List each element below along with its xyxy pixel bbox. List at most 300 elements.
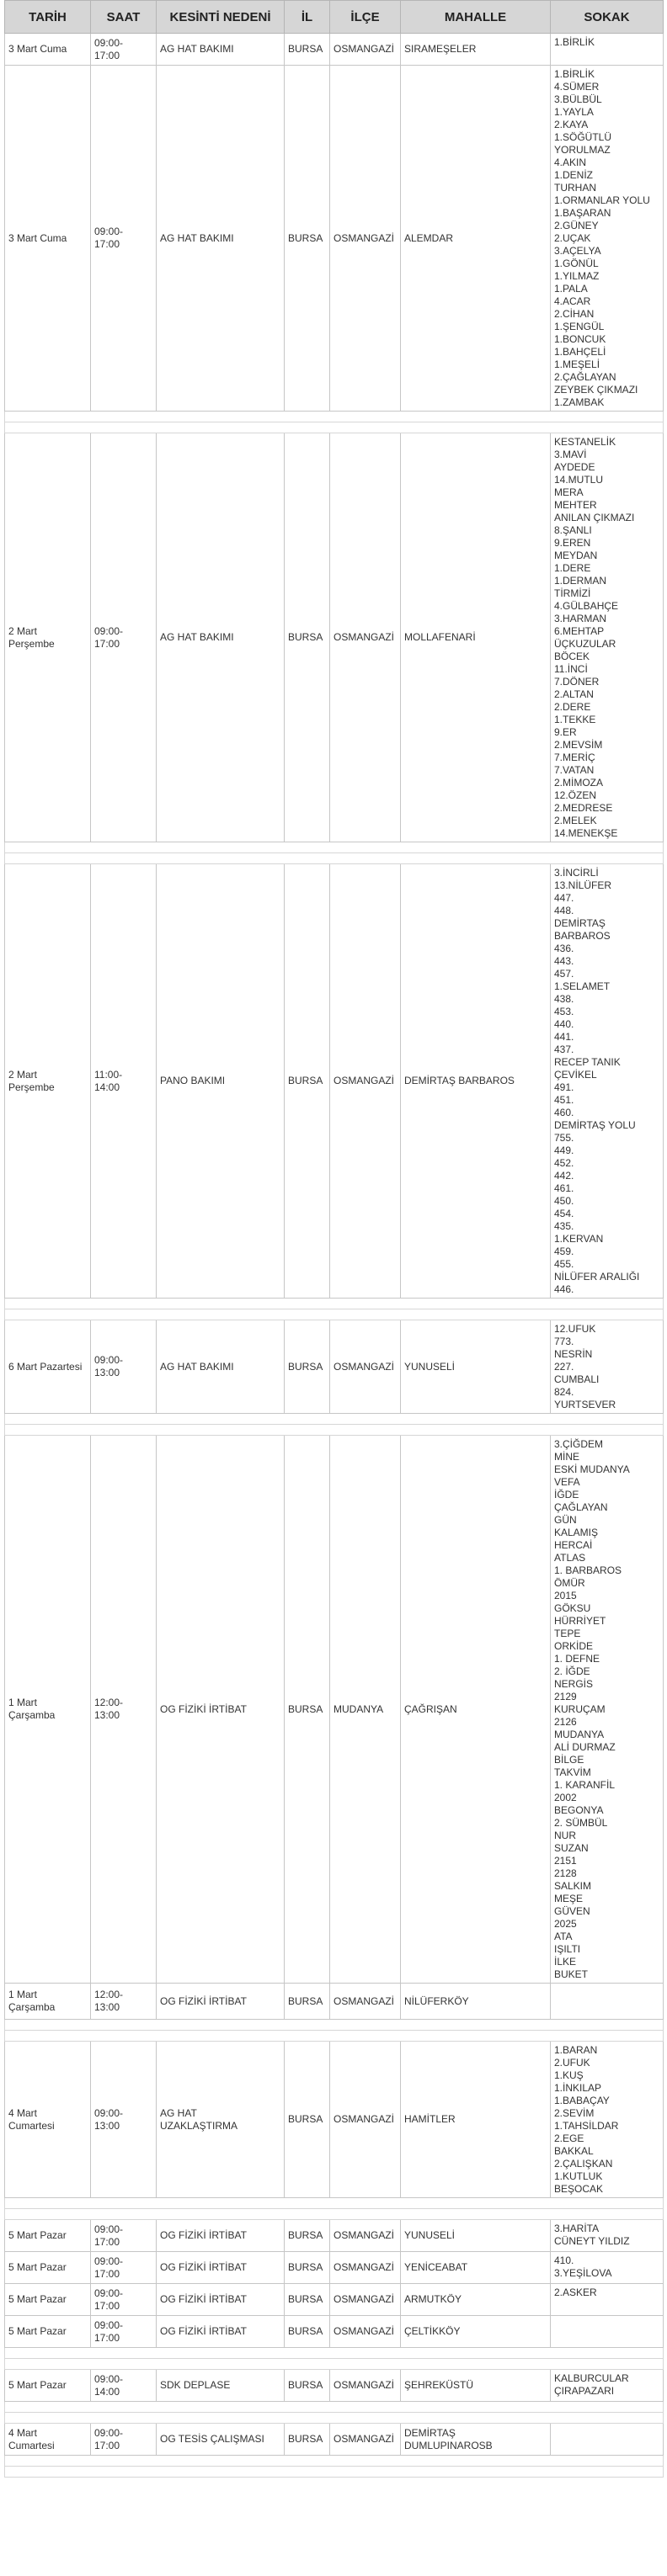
header-il: İL xyxy=(285,1,330,34)
sokak-item: 1.KUTLUK xyxy=(554,2170,603,2182)
sokak-item: 3.YEŞİLOVA xyxy=(554,2267,612,2279)
separator-cell xyxy=(5,1309,664,1320)
sokak-item: 435. xyxy=(554,1220,574,1232)
mahalle-cell xyxy=(401,2284,551,2316)
separator-row xyxy=(5,2348,664,2359)
separator-cell xyxy=(5,1414,664,1425)
sokak-item: TİRMİZİ xyxy=(554,587,591,599)
il-cell xyxy=(285,864,330,1299)
mahalle-cell-line: MOLLAFENARİ xyxy=(404,631,476,643)
ilce-cell-line: OSMANGAZİ xyxy=(334,43,395,55)
saat-cell-line: 17:00 xyxy=(94,2235,120,2248)
sokak-item: 1.DENİZ xyxy=(554,169,594,181)
kesinti-nedeni-cell xyxy=(157,34,285,66)
ilce-cell xyxy=(330,34,401,66)
separator-row xyxy=(5,2467,664,2478)
ilce-cell xyxy=(330,864,401,1299)
sokak-item: KESTANELİK xyxy=(554,436,616,448)
kesinti-nedeni-cell xyxy=(157,66,285,412)
mahalle-cell-line: HAMİTLER xyxy=(404,2113,456,2125)
sokak-item: 461. xyxy=(554,1182,574,1194)
table-row xyxy=(5,2424,664,2456)
mahalle-cell-line: ALEMDAR xyxy=(404,231,454,244)
mahalle-cell-line: ÇELTİKKÖY xyxy=(404,2325,461,2337)
separator-cell xyxy=(5,412,664,422)
il-cell-line: BURSA xyxy=(288,2113,323,2125)
sokak-item: 4.ACAR xyxy=(554,295,591,307)
saat-cell-line: 17:00 xyxy=(94,2299,120,2312)
sokak-cell xyxy=(551,66,664,412)
sokak-item: 1.GÖNÜL xyxy=(554,258,599,269)
il-cell-line: BURSA xyxy=(288,631,323,643)
sokak-item: 12.ÖZEN xyxy=(554,789,597,801)
ilce-cell-line: OSMANGAZİ xyxy=(334,631,395,643)
saat-cell-line: 09:00- xyxy=(94,226,124,237)
sokak-item: 2.KAYA xyxy=(554,119,589,130)
sokak-item: 451. xyxy=(554,1094,574,1106)
kesinti-nedeni-cell xyxy=(157,1320,285,1414)
tarih-cell-line: 4 Mart xyxy=(8,2106,38,2119)
il-cell-line: BURSA xyxy=(288,1075,323,1086)
sokak-item: 2002 xyxy=(554,1792,577,1803)
saat-cell-line: 09:00- xyxy=(94,2318,124,2331)
sokak-item: 7.DÖNER xyxy=(554,676,600,688)
sokak-item: 1.TAHSİLDAR xyxy=(554,2120,619,2132)
il-cell-line: BURSA xyxy=(288,43,323,55)
saat-cell-line: 09:00- xyxy=(94,2223,124,2235)
kesinti-nedeni-cell xyxy=(157,433,285,842)
sokak-item: BİLGE xyxy=(554,1754,584,1766)
sokak-item: 438. xyxy=(554,993,574,1005)
tarih-cell xyxy=(5,34,91,66)
sokak-item: 1.YILMAZ xyxy=(554,270,600,282)
sokak-item: 3.ÇİĞDEM xyxy=(554,1438,604,1450)
sokak-item: BÖCEK xyxy=(554,651,590,662)
saat-cell-line: 14:00 xyxy=(94,2385,120,2398)
kesinti-nedeni-cell xyxy=(157,1436,285,1984)
sokak-item: 1.YAYLA xyxy=(554,106,594,118)
il-cell xyxy=(285,1984,330,2020)
sokak-item: 7.VATAN xyxy=(554,764,595,776)
saat-cell-line: 13:00 xyxy=(94,1709,120,1721)
sokak-item: DEMİRTAŞ YOLU xyxy=(554,1119,636,1131)
ilce-cell-line: OSMANGAZİ xyxy=(334,2379,395,2391)
separator-row xyxy=(5,2031,664,2042)
table-row xyxy=(5,1320,664,1414)
sokak-item: 1.KERVAN xyxy=(554,1233,604,1245)
sokak-item: ATA xyxy=(554,1931,573,1942)
sokak-item: 2025 xyxy=(554,1918,577,1930)
sokak-item: 8.ŞANLI xyxy=(554,524,592,536)
sokak-item: 453. xyxy=(554,1006,574,1017)
sokak-item: 1.BAŞARAN xyxy=(554,207,611,219)
sokak-item: BEGONYA xyxy=(554,1804,604,1816)
tarih-cell-line: 5 Mart Pazar xyxy=(8,2379,67,2391)
sokak-item: NUR xyxy=(554,1830,576,1841)
sokak-item: ÇIRAPAZARI xyxy=(554,2385,615,2397)
sokak-cell xyxy=(551,2252,664,2284)
sokak-item: 455. xyxy=(554,1258,574,1270)
tarih-cell-line: 2 Mart xyxy=(8,624,38,637)
sokak-item: RECEP TANIK xyxy=(554,1056,621,1068)
il-cell xyxy=(285,66,330,412)
sokak-item: GÜVEN xyxy=(554,1905,590,1917)
saat-cell-line: 13:00 xyxy=(94,1367,120,1378)
sokak-item: 2.ASKER xyxy=(554,2287,597,2298)
tarih-cell xyxy=(5,2284,91,2316)
separator-cell xyxy=(5,1299,664,1309)
tarih-cell xyxy=(5,66,91,412)
sokak-item: 447. xyxy=(554,892,574,904)
sokak-cell xyxy=(551,2220,664,2252)
sokak-item: ÖMÜR xyxy=(554,1577,585,1589)
mahalle-cell-line: SIRAMEŞELER xyxy=(404,43,477,55)
tarih-cell-line: 6 Mart Pazartesi xyxy=(8,1360,83,1373)
separator-row xyxy=(5,2413,664,2424)
sokak-item: 1. KARANFİL xyxy=(554,1779,616,1791)
mahalle-cell xyxy=(401,433,551,842)
sokak-item: 460. xyxy=(554,1107,574,1118)
sokak-item: 1. BARBAROS xyxy=(554,1564,622,1576)
tarih-cell-line: Perşembe xyxy=(8,637,55,650)
sokak-item: HÜRRİYET xyxy=(554,1615,606,1627)
mahalle-cell xyxy=(401,1320,551,1414)
kesinti-nedeni-cell-line: AG HAT BAKIMI xyxy=(160,43,234,55)
sokak-item: 4.AKIN xyxy=(554,157,587,168)
sokak-item: 9.ER xyxy=(554,726,577,738)
sokak-item: 1.TEKKE xyxy=(554,714,596,725)
il-cell-line: BURSA xyxy=(288,231,323,244)
sokak-item: 2.MEDRESE xyxy=(554,802,613,814)
sokak-item: 1.BİRLİK xyxy=(554,68,595,80)
il-cell-line: BURSA xyxy=(288,2293,323,2305)
separator-cell xyxy=(5,2402,664,2413)
mahalle-cell-line: DEMİRTAŞ BARBAROS xyxy=(404,1075,515,1086)
tarih-cell-line: 5 Mart Pazar xyxy=(8,2229,67,2241)
separator-row xyxy=(5,853,664,864)
sokak-item: 491. xyxy=(554,1081,574,1093)
ilce-cell xyxy=(330,2220,401,2252)
separator-cell xyxy=(5,2209,664,2220)
sokak-item: 436. xyxy=(554,943,574,954)
separator-row xyxy=(5,1309,664,1320)
separator-row xyxy=(5,842,664,853)
sokak-item: 13.NİLÜFER xyxy=(554,879,612,891)
sokak-item: 12.UFUK xyxy=(554,1323,596,1335)
sokak-item: 1.PALA xyxy=(554,283,588,295)
header-tarih: TARİH xyxy=(5,1,91,34)
saat-cell xyxy=(91,2284,157,2316)
table-row xyxy=(5,1984,664,2020)
kesinti-nedeni-cell-line: OG FİZİKİ İRTİBAT xyxy=(160,2325,247,2337)
ilce-cell-line: OSMANGAZİ xyxy=(334,2113,395,2125)
saat-cell-line: 09:00- xyxy=(94,2255,124,2267)
sokak-item: 3.AÇELYA xyxy=(554,245,601,257)
sokak-item: 3.HARİTA xyxy=(554,2223,600,2234)
ilce-cell-line: OSMANGAZİ xyxy=(334,231,395,244)
mahalle-cell-line: YUNUSELİ xyxy=(404,1360,456,1373)
ilce-cell-line: OSMANGAZİ xyxy=(334,2325,395,2337)
saat-cell-line: 17:00 xyxy=(94,2331,120,2344)
sokak-item: 442. xyxy=(554,1170,574,1182)
sokak-item: HERCAİ xyxy=(554,1539,593,1551)
mahalle-cell xyxy=(401,2370,551,2402)
sokak-item: 2.MEVSİM xyxy=(554,739,603,751)
sokak-item: CÜNEYT YILDIZ xyxy=(554,2235,630,2247)
kesinti-nedeni-cell xyxy=(157,2252,285,2284)
sokak-item: 1. DEFNE xyxy=(554,1653,600,1665)
saat-cell-line: 12:00- xyxy=(94,1697,124,1708)
sokak-cell xyxy=(551,433,664,842)
tarih-cell-line: 4 Mart xyxy=(8,2426,38,2439)
mahalle-cell xyxy=(401,66,551,412)
sokak-item: 454. xyxy=(554,1208,574,1219)
sokak-item: TAKVİM xyxy=(554,1766,591,1778)
sokak-item: 2.ÇAĞLAYAN xyxy=(554,371,616,383)
saat-cell-line: 17:00 xyxy=(94,2267,120,2280)
tarih-cell xyxy=(5,2424,91,2456)
table-body xyxy=(5,34,664,2478)
sokak-item: 1.SÖĞÜTLÜ xyxy=(554,131,612,143)
saat-cell xyxy=(91,864,157,1299)
separator-cell xyxy=(5,842,664,853)
ilce-cell xyxy=(330,2370,401,2402)
sokak-item: 1.BAHÇELİ xyxy=(554,346,606,358)
sokak-item: 4.GÜLBAHÇE xyxy=(554,600,619,612)
tarih-cell xyxy=(5,1984,91,2020)
ilce-cell xyxy=(330,1436,401,1984)
saat-cell-line: 17:00 xyxy=(94,2439,120,2451)
sokak-cell xyxy=(551,34,664,66)
ilce-cell-line: OSMANGAZİ xyxy=(334,2229,395,2241)
sokak-item: 2. İĞDE xyxy=(554,1665,590,1677)
tarih-cell xyxy=(5,2042,91,2198)
kesinti-nedeni-cell-line: AG HAT BAKIMI xyxy=(160,1360,234,1373)
saat-cell-line: 17:00 xyxy=(94,49,120,61)
il-cell-line: BURSA xyxy=(288,2325,323,2337)
sokak-item: BEŞOCAK xyxy=(554,2183,604,2195)
tarih-cell xyxy=(5,1436,91,1984)
sokak-item: 443. xyxy=(554,955,574,967)
kesinti-nedeni-cell xyxy=(157,2220,285,2252)
kesinti-nedeni-cell-line: OG FİZİKİ İRTİBAT xyxy=(160,1702,247,1715)
header-ilce: İLÇE xyxy=(330,1,401,34)
sokak-item: 2128 xyxy=(554,1867,577,1879)
ilce-cell-line: MUDANYA xyxy=(334,1702,384,1715)
sokak-item: ÜÇKUZULAR xyxy=(554,638,616,650)
il-cell xyxy=(285,1436,330,1984)
sokak-item: 2.ALTAN xyxy=(554,688,594,700)
sokak-item: 6.MEHTAP xyxy=(554,625,605,637)
kesinti-nedeni-cell xyxy=(157,2042,285,2198)
separator-row xyxy=(5,2402,664,2413)
table-row xyxy=(5,2042,664,2198)
saat-cell xyxy=(91,2252,157,2284)
sokak-item: 2.DERE xyxy=(554,701,591,713)
kesinti-nedeni-cell xyxy=(157,2284,285,2316)
sokak-item: 457. xyxy=(554,968,574,980)
sokak-item: ESKİ MUDANYA xyxy=(554,1463,630,1475)
ilce-cell-line: OSMANGAZİ xyxy=(334,1994,395,2007)
sokak-item: 2.UÇAK xyxy=(554,232,591,244)
mahalle-cell xyxy=(401,2316,551,2348)
tarih-cell-line: 2 Mart xyxy=(8,1068,38,1081)
sokak-item: 1.BABAÇAY xyxy=(554,2095,610,2106)
ilce-cell xyxy=(330,2424,401,2456)
il-cell-line: BURSA xyxy=(288,1702,323,1715)
sokak-cell xyxy=(551,2424,664,2456)
kesinti-nedeni-cell-line: UZAKLAŞTIRMA xyxy=(160,2119,238,2132)
kesinti-nedeni-cell-line: OG FİZİKİ İRTİBAT xyxy=(160,2293,247,2305)
sokak-item: 2.ÇALIŞKAN xyxy=(554,2158,613,2170)
kesinti-nedeni-cell-line: OG FİZİKİ İRTİBAT xyxy=(160,2261,247,2273)
sokak-cell xyxy=(551,1320,664,1414)
separator-cell xyxy=(5,853,664,864)
tarih-cell-line: Cumartesi xyxy=(8,2119,55,2132)
header-sokak: SOKAK xyxy=(551,1,664,34)
sokak-item: 2.EGE xyxy=(554,2133,584,2144)
sokak-item: ÇEVİKEL xyxy=(554,1069,597,1081)
header-kesinti-nedeni: KESİNTİ NEDENİ xyxy=(157,1,285,34)
sokak-item: 755. xyxy=(554,1132,574,1144)
saat-cell xyxy=(91,66,157,412)
saat-cell-line: 09:00- xyxy=(94,2287,124,2299)
separator-cell xyxy=(5,2413,664,2424)
separator-row xyxy=(5,2020,664,2031)
sokak-item: 441. xyxy=(554,1031,574,1043)
sokak-item: İLKE xyxy=(554,1956,577,1968)
ilce-cell-line: OSMANGAZİ xyxy=(334,2293,395,2305)
il-cell xyxy=(285,2042,330,2198)
il-cell xyxy=(285,433,330,842)
sokak-cell xyxy=(551,864,664,1299)
separator-cell xyxy=(5,2031,664,2042)
sokak-item: AYDEDE xyxy=(554,461,595,473)
table-row xyxy=(5,2316,664,2348)
kesinti-nedeni-cell-line: AG HAT BAKIMI xyxy=(160,631,234,643)
saat-cell xyxy=(91,1984,157,2020)
separator-cell xyxy=(5,2359,664,2370)
saat-cell xyxy=(91,34,157,66)
sokak-cell xyxy=(551,2284,664,2316)
sokak-cell xyxy=(551,2316,664,2348)
kesinti-nedeni-cell-line: PANO BAKIMI xyxy=(160,1075,226,1086)
separator-cell xyxy=(5,1425,664,1436)
sokak-item: 2126 xyxy=(554,1716,577,1728)
sokak-item: YORULMAZ xyxy=(554,144,611,156)
sokak-item: KALBURCULAR xyxy=(554,2372,629,2384)
separator-row xyxy=(5,2359,664,2370)
sokak-item: 11.İNCİ xyxy=(554,663,588,675)
saat-cell xyxy=(91,433,157,842)
mahalle-cell xyxy=(401,2220,551,2252)
sokak-item: 824. xyxy=(554,1386,574,1398)
mahalle-cell xyxy=(401,2424,551,2456)
separator-row xyxy=(5,412,664,422)
saat-cell xyxy=(91,1436,157,1984)
ilce-cell xyxy=(330,66,401,412)
tarih-cell xyxy=(5,2370,91,2402)
separator-cell xyxy=(5,2348,664,2359)
saat-cell-line: 09:00- xyxy=(94,2426,124,2439)
sokak-item: ALİ DURMAZ xyxy=(554,1741,616,1753)
mahalle-cell xyxy=(401,34,551,66)
sokak-item: 2.MİMOZA xyxy=(554,777,604,789)
sokak-item: 1.BONCUK xyxy=(554,333,606,345)
table-row xyxy=(5,2252,664,2284)
il-cell xyxy=(285,2252,330,2284)
tarih-cell-line: Cumartesi xyxy=(8,2439,55,2451)
saat-cell xyxy=(91,2370,157,2402)
sokak-item: 448. xyxy=(554,905,574,916)
ilce-cell xyxy=(330,2284,401,2316)
saat-cell-line: 09:00- xyxy=(94,36,124,49)
ilce-cell xyxy=(330,1320,401,1414)
sokak-item: 459. xyxy=(554,1246,574,1257)
separator-row xyxy=(5,2198,664,2209)
mahalle-cell xyxy=(401,1436,551,1984)
sokak-cell xyxy=(551,1984,664,2020)
il-cell-line: BURSA xyxy=(288,2261,323,2273)
sokak-item: 2.SEVİM xyxy=(554,2107,595,2119)
sokak-item: 1.MEŞELİ xyxy=(554,359,600,370)
sokak-item: 410. xyxy=(554,2255,574,2266)
mahalle-cell xyxy=(401,864,551,1299)
sokak-item: 2.CİHAN xyxy=(554,308,595,320)
sokak-item: GÜN xyxy=(554,1514,577,1526)
il-cell xyxy=(285,2316,330,2348)
sokak-item: ÇAĞLAYAN xyxy=(554,1501,608,1513)
sokak-item: MEHTER xyxy=(554,499,597,511)
kesinti-nedeni-cell xyxy=(157,2424,285,2456)
sokak-item: 449. xyxy=(554,1145,574,1156)
tarih-cell-line: 1 Mart xyxy=(8,1989,38,2000)
mahalle-cell xyxy=(401,1984,551,2020)
ilce-cell-line: OSMANGAZİ xyxy=(334,2433,395,2445)
sokak-item: YURTSEVER xyxy=(554,1399,616,1410)
table-row xyxy=(5,2284,664,2316)
sokak-item: MUDANYA xyxy=(554,1729,605,1740)
sokak-item: 1.DERMAN xyxy=(554,575,607,587)
sokak-item: TEPE xyxy=(554,1628,581,1639)
sokak-item: 1.BARAN xyxy=(554,2044,598,2056)
sokak-item: 1.İNKILAP xyxy=(554,2082,602,2094)
kesinti-nedeni-cell xyxy=(157,1984,285,2020)
header-row xyxy=(5,1,664,34)
sokak-item: 9.EREN xyxy=(554,537,591,549)
sokak-item: ZEYBEK ÇIKMAZI xyxy=(554,384,638,396)
sokak-item: TURHAN xyxy=(554,182,596,194)
il-cell xyxy=(285,2370,330,2402)
sokak-item: DEMİRTAŞ xyxy=(554,917,606,929)
separator-cell xyxy=(5,2456,664,2467)
tarih-cell-line: 5 Mart Pazar xyxy=(8,2293,67,2305)
saat-cell xyxy=(91,2316,157,2348)
saat-cell-line: 17:00 xyxy=(94,637,120,650)
sokak-item: VEFA xyxy=(554,1476,580,1488)
saat-cell xyxy=(91,1320,157,1414)
sokak-item: 3.HARMAN xyxy=(554,613,607,624)
saat-cell-line: 13:00 xyxy=(94,2119,120,2132)
tarih-cell xyxy=(5,2316,91,2348)
sokak-item: NİLÜFER ARALIĞI xyxy=(554,1271,640,1283)
sokak-item: 1.ŞENGÜL xyxy=(554,321,605,332)
kesinti-nedeni-cell xyxy=(157,2316,285,2348)
sokak-item: 773. xyxy=(554,1336,574,1347)
sokak-item: SUZAN xyxy=(554,1842,589,1854)
sokak-item: NESRİN xyxy=(554,1348,593,1360)
table-row xyxy=(5,2370,664,2402)
